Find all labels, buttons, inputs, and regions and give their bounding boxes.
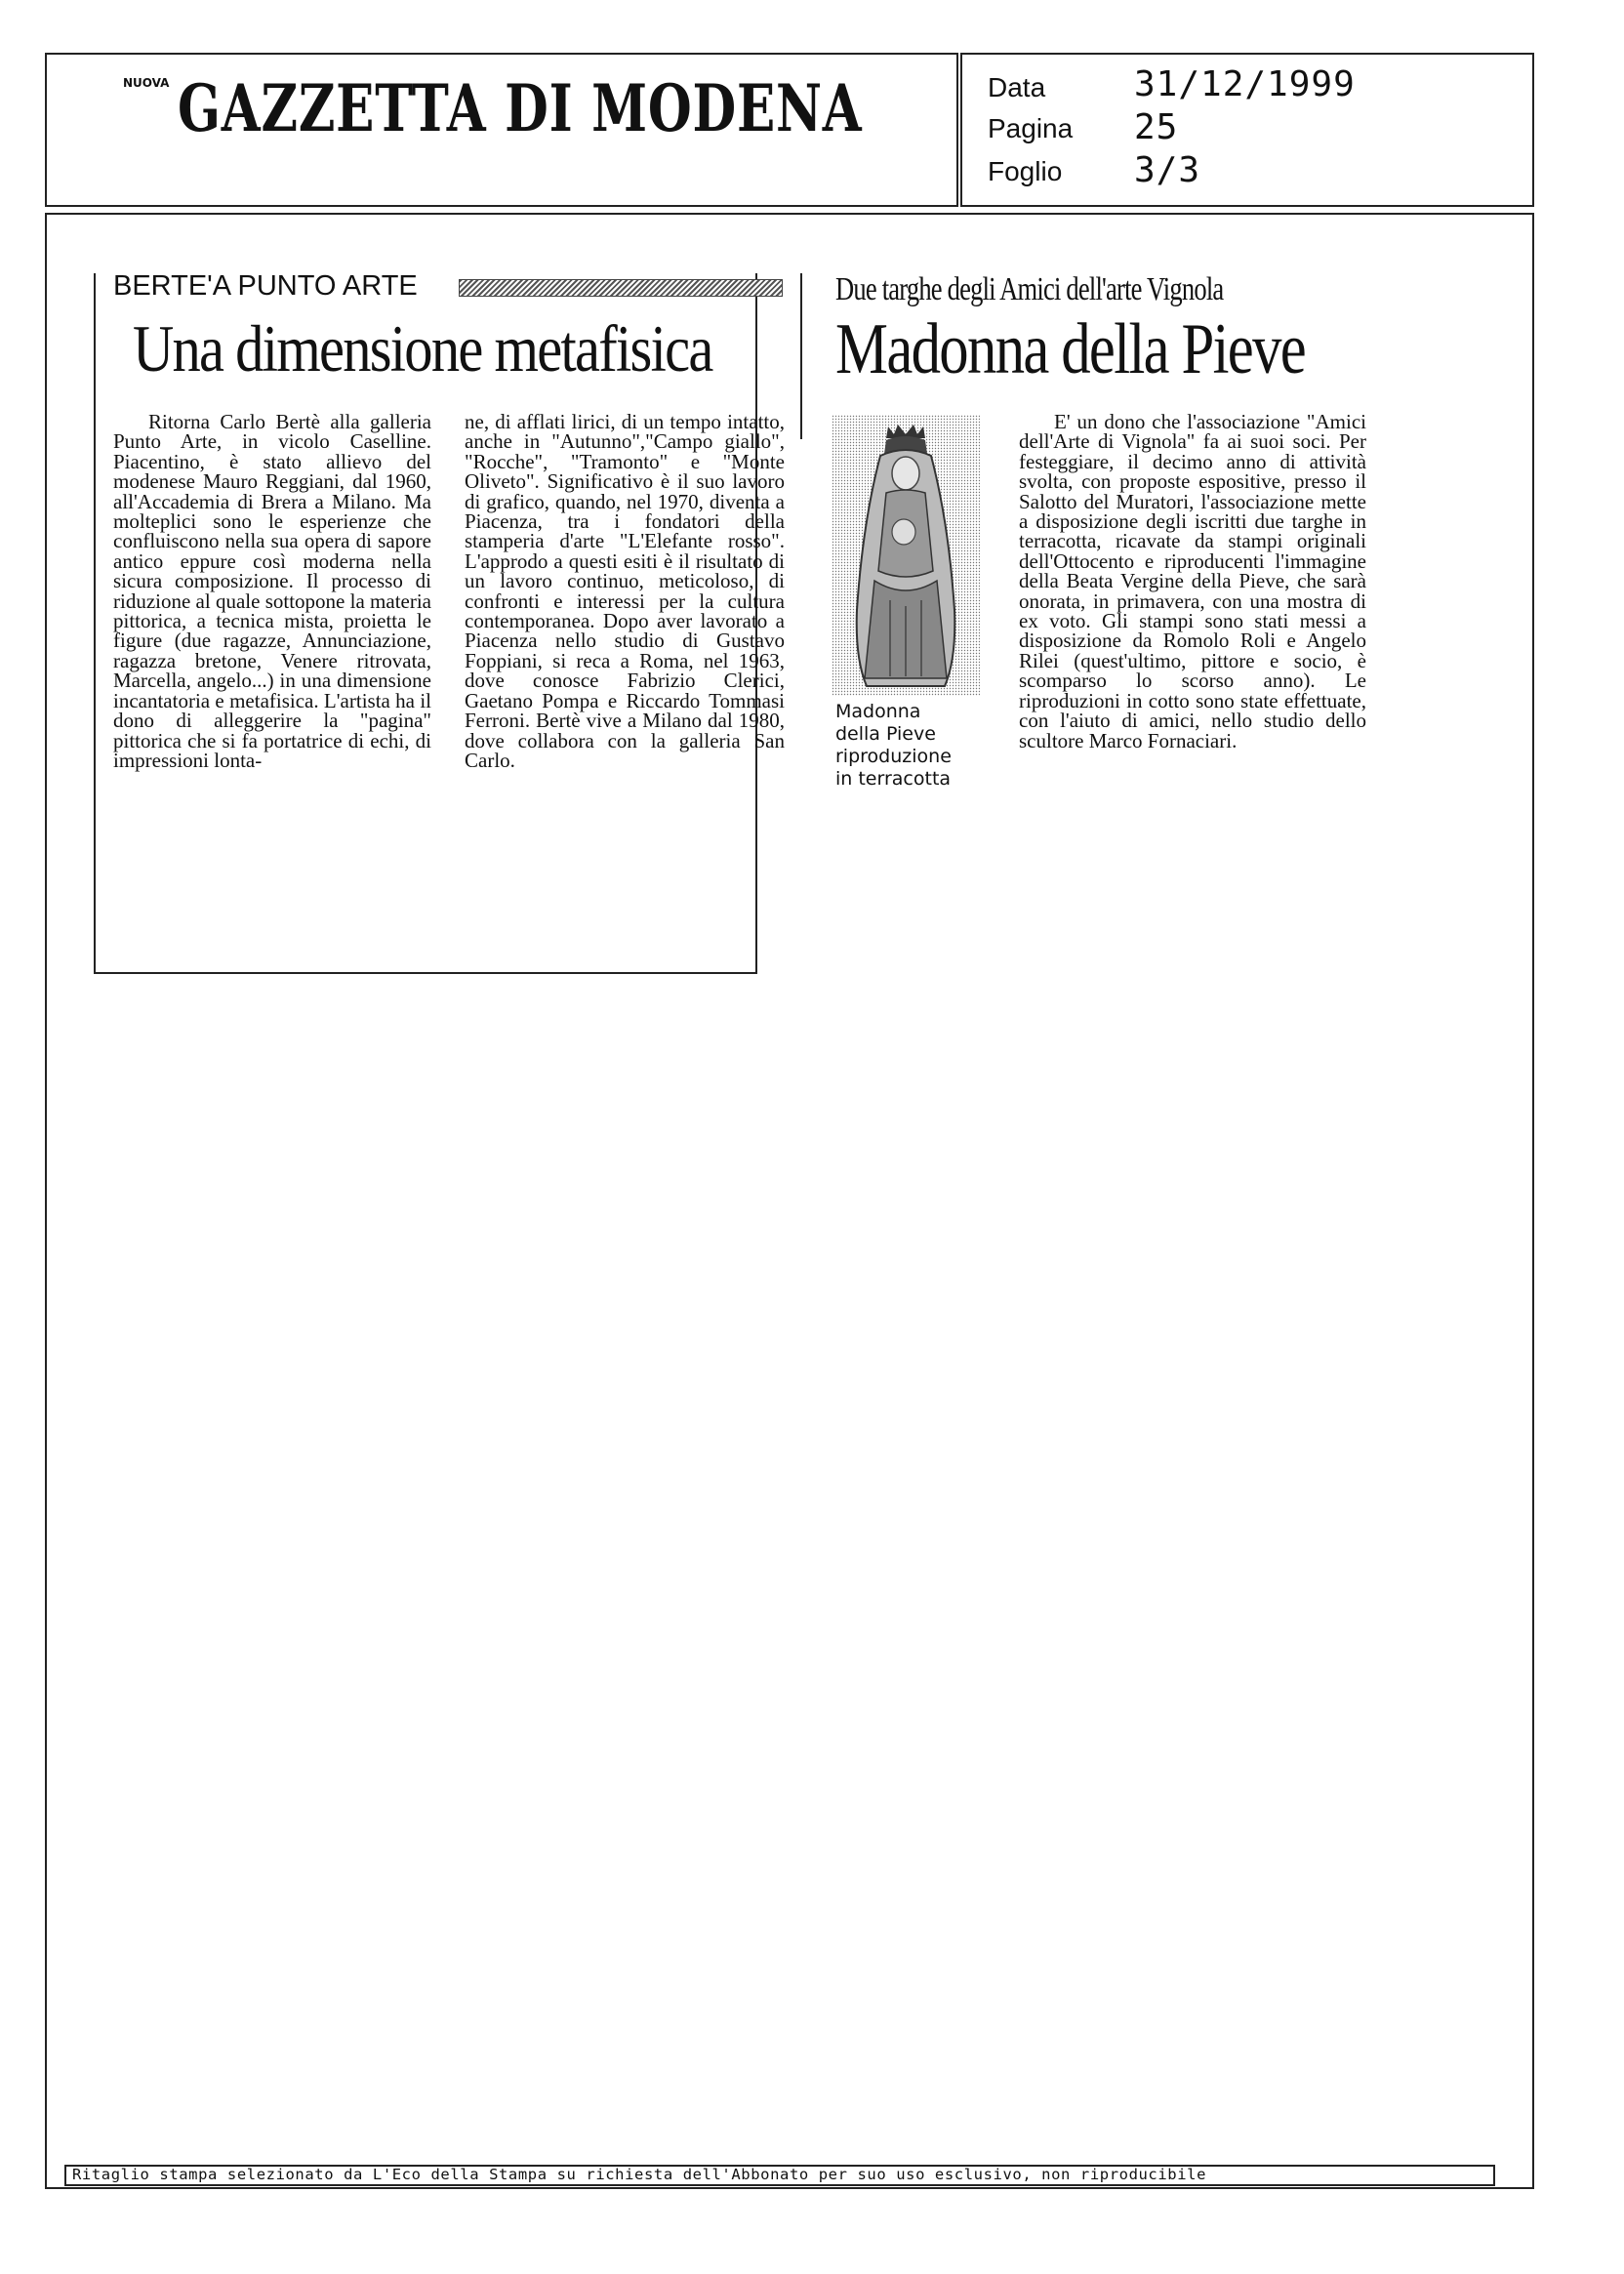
- masthead-title: GAZZETTA DI MODENA: [178, 70, 863, 146]
- kicker-hatch-bar: [459, 279, 783, 297]
- article-left-col1-text: Ritorna Carlo Bertè alla galleria Punto Arte, in vicolo Caselline. Piacentino, è stato allievo del modenese Mauro Reggiani, dal 1960, all'Accademia di Brera a Milano. Ma molteplici sono le esperienze che confluiscono nella sua opera di sapore antico eppure così moderna nella sicura composizione. Il processo di riduzione al quale sottopone la materia pittorica, a tecnica mista, proietta le figure (due ragazze, Annunciazione, ragazza bretone, Venere ritrovata, Marcella, angelo...) in una dimensione incantatoria e metafisica. L'artista ha il dono di alleggerire la "pagina" pittorica che si fa portatrice di echi, di impressioni lonta-: [113, 410, 431, 772]
- article-right-headline: Madonna della Pieve: [835, 309, 1306, 389]
- article-left-column-2: [465, 412, 785, 770]
- data-value: 31/12/1999: [1134, 64, 1356, 104]
- article-left-col2-text: ne, di afflati lirici, di un tempo intatto, anche in "Autunno","Campo giallo", "Rocche", "Tramonto" e "Monte Oliveto". Significativo è il suo lavoro di grafico, quando, nel 1970, diventa a Piacenza, tra i fondatori della stamperia d'arte "L'Elefante rosso". L'approdo a questi esiti è il risultato di un lavoro continuo, meticoloso, di confronti e interessi per la cultura contemporanea. Dopo aver lavorato a Piacenza nello studio di Gustavo Foppiani, si reca a Roma, nel 1963, dove conosce Fabrizio Clerici, Gaetano Pompa e Riccardo Tommasi Ferroni. Bertè vive a Milano dal 1980, dove collabora con la galleria San Carlo.: [465, 410, 785, 772]
- article-left-headline: Una dimensione metafisica: [133, 311, 712, 386]
- pagina-label: Pagina: [988, 113, 1074, 143]
- article-right-column: [1019, 412, 1366, 751]
- article-right-body-text: E' un dono che l'associazione "Amici dell'Arte di Vignola" fa ai suoi soci. Per festeggiare, il decimo anno di attività svolta, con proposte espositive, presso il Salotto del Muratori, l'associazione mette a disposizione degli iscritti due targhe in terracotta, ricavate da stampi originali dell'Ottocento e riproducenti l'immagine della Beata Vergine della Pieve, che sarà onorata, in primavera, con una mostra di ex voto. Gli stampi sono stati messi a disposizione da Romolo Roli e Angelo Rilei (quest'ultimo, pittore e socio, è scomparso lo scorso anno). Le riproduzioni in cotto sono state effettuate, con l'aiuto di amici, nello studio dello scultore Marco Fornaciari.: [1019, 410, 1366, 752]
- caption-line: in terracotta: [835, 768, 952, 790]
- footer-notice: Ritaglio stampa selezionato da L'Eco della Stampa su richiesta dell'Abbonato per suo uso esclusivo, non riproducibile: [72, 2166, 1207, 2183]
- masthead-prefix: NUOVA: [123, 76, 170, 90]
- caption-line: della Pieve: [835, 723, 936, 745]
- caption-line: riproduzione: [835, 746, 952, 767]
- pagina-value: 25: [1134, 107, 1179, 147]
- article-right-kicker: Due targhe degli Amici dell'arte Vignola: [835, 271, 1224, 307]
- caption-line: Madonna: [835, 701, 921, 722]
- header-divider: [956, 53, 962, 207]
- foglio-value: 3/3: [1134, 150, 1201, 190]
- article-divider: [800, 273, 802, 439]
- article-left-column-1: [113, 412, 431, 770]
- data-label: Data: [988, 72, 1046, 102]
- madonna-photo: [832, 415, 980, 696]
- article-left-kicker: BERTE'A PUNTO ARTE: [113, 270, 418, 302]
- foglio-label: Foglio: [988, 156, 1063, 186]
- photo-caption: [835, 701, 952, 791]
